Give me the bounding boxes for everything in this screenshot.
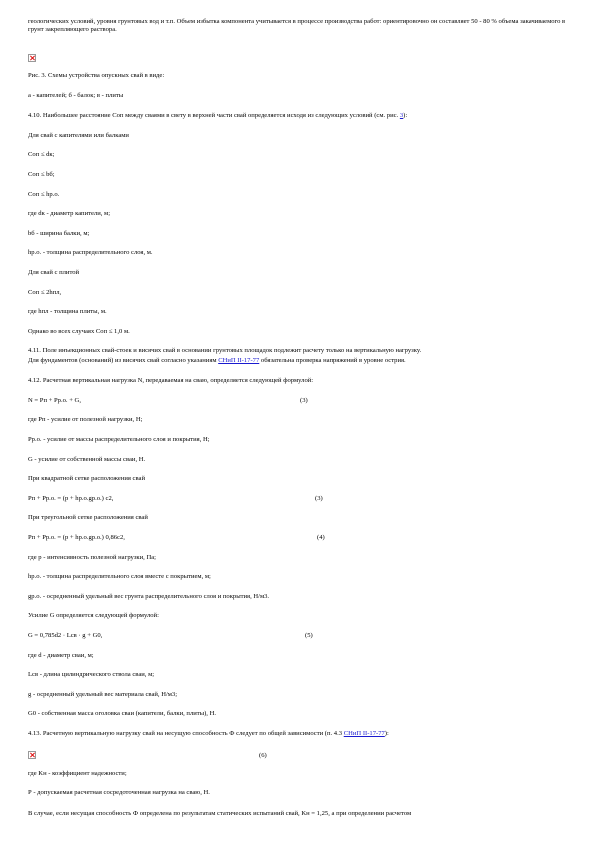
figure-3-link[interactable]: 3 (399, 112, 404, 119)
formula-3: N = Рп + Рр.о. + G, (28, 397, 81, 404)
broken-image-icon (28, 54, 36, 62)
formula-cop-hpl: Соп ≤ 2hпл, (28, 289, 62, 296)
paragraph-4-11b-text: Для фундаментов (оснований) из висячих свай согласно указаниям (28, 357, 217, 364)
paragraph-groundwater: геологических условий, уровня грунтовых вод и т.п. Объем избытка компонента учитывается в процессе производства работ: ориентировочно он составляет 50 - 80 % объема закачиваемого в грунт закрепляющего раствора. (28, 18, 566, 33)
paragraph-4-13-text: 4.13. Расчетную вертикальную нагрузку свай на несущую способность Ф следует по общей зависимости (п. 4.3 (28, 730, 343, 737)
def-p: где р - интенсивность полезной нагрузки, Па; (28, 554, 156, 561)
figure-legend: а - капителей; б - балок; в - плиты (28, 92, 124, 99)
formula-5: G = 0,785d2 · Lсв · g + G0, (28, 632, 103, 639)
paragraph-4-10-text: 4.10. Наибольшее расстояние Соп между сваями в свету в верхней части свай определяется исходя из следующих условий (см. рис. (28, 112, 399, 119)
def-gro: gр.о. - осредненный удельный вес грунта распределительного слоя и покрытия, Н/м3. (28, 593, 270, 600)
snip-link[interactable]: СНиП II-17-77 (218, 357, 260, 364)
paragraph-4-10-tail: ): (403, 112, 408, 119)
paragraph-4-13-tail: ): (384, 730, 389, 737)
paragraph-4-12: 4.12. Расчетная вертикальная нагрузка N, передаваемая на сваю, определяется следующей формулой: (28, 377, 314, 384)
def-bb: bб - ширина балки, м; (28, 230, 90, 237)
def-p-force: Р - допускаемая расчетная сосредоточенная нагрузка на сваю, Н. (28, 789, 210, 796)
formula-3-number: (3) (300, 397, 308, 404)
snip-link-2[interactable]: СНиП II-17-77 (343, 730, 385, 737)
subheading-plate: Для свай с плитой (28, 269, 80, 276)
def-hro: hр.о. - толщина распределительного слоя, м. (28, 249, 153, 256)
def-kn: где Kн - коэффициент надежности; (28, 770, 127, 777)
def-pro: Рр.о. - усилие от массы распределительного слоя и покрытия, Н; (28, 436, 210, 443)
def-hro-cover: hр.о. - толщина распределительного слоя вместе с покрытием, м; (28, 573, 211, 580)
note-all-cases: Однако во всех случаях Соп ≤ 1,0 м. (28, 328, 130, 335)
formula-6-number: (6) (259, 752, 267, 759)
def-pn: где Рп - усилие от полезной нагрузки, Н; (28, 416, 143, 423)
subheading-square: При квадратной сетке расположения свай (28, 475, 145, 482)
subheading-triangle: При треугольной сетке расположения свай (28, 514, 148, 521)
def-g: G - усилие от собственной массы сваи, Н. (28, 456, 146, 463)
paragraph-4-11a: 4.11. Поле инъекционных свай-стоек и висячих свай в основании грунтовых площадок подлежит расчету только на вертикальную нагрузку. (28, 347, 422, 354)
def-dk: где dк - диаметр капители, м; (28, 210, 111, 217)
formula-5-number: (5) (305, 632, 313, 639)
formula-cop-bb: Соп ≤ bб; (28, 171, 55, 178)
def-g-material: g - осредненный удельный вес материала свай, Н/м3; (28, 691, 178, 698)
def-lsv: Lсв - длина цилиндрического ствола сваи, м; (28, 671, 155, 678)
formula-cop-hro: Соп ≤ hр.о. (28, 191, 60, 198)
paragraph-4-11b-tail: обязательна проверка напряжений в уровне острия. (260, 357, 406, 364)
formula-square-number: (3) (315, 495, 323, 502)
def-hpl: где hпл - толщина плиты, м. (28, 308, 107, 315)
paragraph-4-10 (28, 112, 567, 120)
formula-square: Рп + Рр.о. = (р + hр.о.gр.о.) с2, (28, 495, 114, 502)
paragraph-4-11b (28, 357, 567, 365)
formula-4-number: (4) (317, 534, 325, 541)
subheading-cap-beam: Для свай с капителями или балками (28, 132, 129, 139)
formula-4: Рп + Рр.о. = (р + hр.о.gр.о.) 0,86с2, (28, 534, 125, 541)
paragraph-4-13 (28, 730, 567, 738)
formula-cop-dk: Соп ≤ dк; (28, 151, 55, 158)
formula-6-image-icon (28, 751, 36, 759)
paragraph-last: В случае, если несущая способность Ф определена по результатам статических испытаний свай, Kн = 1,25, а при определении расчетом (28, 810, 412, 817)
def-g0: G0 - собственная масса оголовка сваи (капители, балки, плиты), Н. (28, 710, 216, 717)
def-d: где d - диаметр сваи, м; (28, 652, 94, 659)
figure-caption: Рис. 3. Схемы устройства опускных свай в виде: (28, 72, 165, 79)
subheading-force-g: Усилие G определяется следующей формулой: (28, 612, 159, 619)
